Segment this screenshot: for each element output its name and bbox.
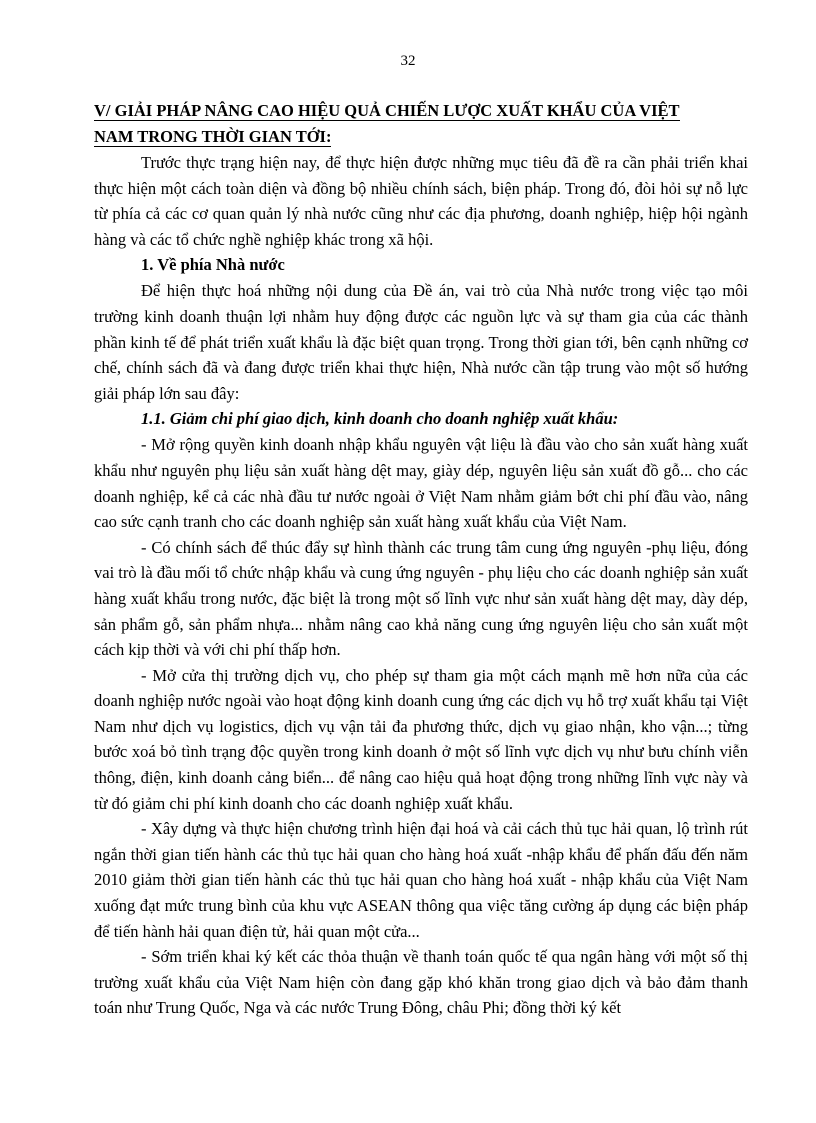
- list-item-supply-centers: - Có chính sách để thúc đẩy sự hình thành các trung tâm cung ứng nguyên -phụ liệu, đóng vai trò là đầu mối tổ chức nhập khẩu và cung ứng nguyên - phụ liệu cho các doanh nghiệp sản xuất hàng xuất khẩu trong nước, đặc biệt là trong một số lĩnh vực như sản xuất hàng dệt may, dày dép, sản phẩm gỗ, sản phẩm nhựa... nhằm nâng cao khả năng cung ứng nguyên liệu cho sản xuất một cách kịp thời và với chi phí thấp hơn.: [94, 537, 748, 660]
- list-item-import-rights: - Mở rộng quyền kinh doanh nhập khẩu nguyên vật liệu là đầu vào cho sản xuất hàng xuất khẩu như nguyên phụ liệu sản xuất hàng dệt may, giày dép, nguyên liệu sản xuất đồ gỗ... cho các doanh nghiệp, kể cả các nhà đầu tư nước ngoài ở Việt Nam nhằm giảm bớt chi phí đầu vào, nâng cao sức cạnh tranh cho các doanh nghiệp sản xuất hàng xuất khẩu của Việt Nam.: [94, 435, 748, 532]
- section-heading: [94, 98, 748, 150]
- government-paragraph: Để hiện thực hoá những nội dung của Đề án, vai trò của Nhà nước trong việc tạo môi trường kinh doanh thuận lợi nhằm huy động được các nguồn lực và sự tham gia của các thành phần kinh tế để phát triển xuất khẩu là đặc biệt quan trọng. Trong thời gian tới, bên cạnh những cơ chế, chính sách đã và đang được triển khai thực hiện, Nhà nước cần tập trung vào một số hướng giải pháp lớn sau đây:: [94, 281, 748, 403]
- page-content: [94, 98, 748, 1021]
- subsection-title-cost-reduction: 1.1. Giảm chi phí giao dịch, kinh doanh cho doanh nghiệp xuất khẩu:: [141, 409, 619, 429]
- intro-paragraph: Trước thực trạng hiện nay, để thực hiện được những mục tiêu đã đề ra cần phải triển khai thực hiện một cách toàn diện và đồng bộ nhiều chính sách, biện pháp. Trong đó, đòi hỏi sự nỗ lực từ phía cả các cơ quan quản lý nhà nước cũng như các địa phương, doanh nghiệp, hiệp hội ngành hàng và các tổ chức nghề nghiệp khác trong xã hội.: [94, 153, 748, 249]
- page-number: 32: [400, 53, 416, 69]
- list-item-service-market: - Mở cửa thị trường dịch vụ, cho phép sự tham gia một cách mạnh mẽ hơn nữa của các doanh nghiệp nước ngoài vào hoạt động kinh doanh cung ứng các dịch vụ hỗ trợ xuất khẩu tại Việt Nam như dịch vụ logistics, dịch vụ vận tải đa phương thức, dịch vụ giao nhận, kho vận...; từng bước xoá bỏ tình trạng độc quyền trong kinh doanh ở một số lĩnh vực dịch vụ như bưu chính viễn thông, điện, kinh doanh cảng biển... để nâng cao hiệu quả hoạt động trong những lĩnh vực này và từ đó giảm chi phí kinh doanh cho các doanh nghiệp xuất khẩu.: [94, 665, 748, 813]
- section-heading-line2: NAM TRONG THỜI GIAN TỚI:: [94, 127, 332, 146]
- section-heading-line1: V/ GIẢI PHÁP NÂNG CAO HIỆU QUẢ CHIẾN LƯỢC XUẤT KHẨU CỦA VIỆT: [94, 101, 680, 120]
- subsection-title-government: 1. Về phía Nhà nước: [141, 255, 285, 275]
- list-item-payment-agreements: - Sớm triển khai ký kết các thỏa thuận về thanh toán quốc tế qua ngân hàng với một số thị trường xuất khẩu của Việt Nam hiện còn đang gặp khó khăn trong giao dịch và bảo đảm thanh toán như Trung Quốc, Nga và các nước Trung Đông, châu Phi; đồng thời ký kết: [94, 947, 748, 1018]
- list-item-customs-reform: - Xây dựng và thực hiện chương trình hiện đại hoá và cải cách thủ tục hải quan, lộ trình rút ngắn thời gian tiến hành các thủ tục hải quan cho hàng hoá xuất -nhập khẩu để phấn đấu đến năm 2010 giảm thời gian tiến hành các thủ tục hải quan cho hàng hoá xuất - nhập khẩu của Việt Nam xuống đạt mức trung bình của khu vực ASEAN thông qua việc tăng cường áp dụng các biện pháp để tiến hành hải quan điện tử, hải quan một cửa...: [94, 819, 748, 941]
